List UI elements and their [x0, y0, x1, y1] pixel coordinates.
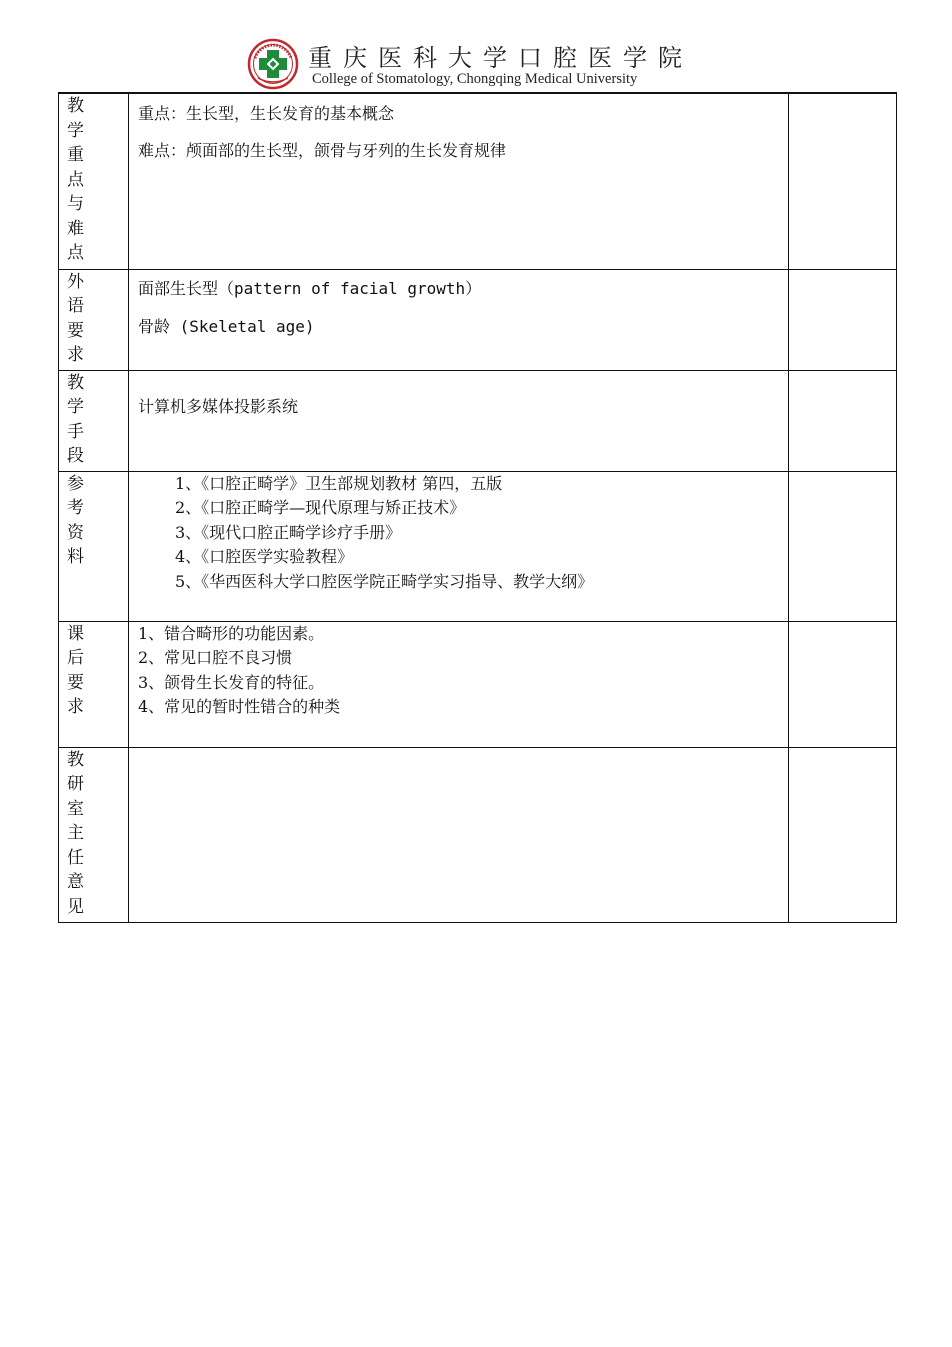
row-label-cell [59, 93, 129, 269]
reference-item: 2、《口腔正畸学—现代原理与矫正技术》 [175, 498, 466, 517]
term-line: 骨龄 (Skeletal age) [138, 316, 315, 336]
row-label: 参 考 资 料 [67, 473, 84, 567]
row-notes-cell [789, 471, 897, 621]
row-label-cell [59, 621, 129, 747]
row-label: 外 语 要 求 [67, 271, 84, 365]
reference-item: 1、《口腔正畸学》卫生部规划教材 第四，五版 [175, 473, 503, 493]
row-label: 教 学 手 段 [67, 372, 84, 466]
key-point-line: 重点：生长型，生长发育的基本概念 [138, 104, 395, 123]
difficult-point-line: 难点：颅面部的生长型，颌骨与牙列的生长发育规律 [138, 141, 507, 160]
institution-name-cn: 重庆医科大学口腔医学院 [308, 44, 693, 72]
table-row-key-points [59, 93, 897, 269]
row-label-cell [59, 370, 129, 471]
method-line: 计算机多媒体投影系统 [138, 396, 299, 416]
row-label: 教 研 室 主 任 意 见 [67, 749, 84, 917]
row-notes-cell [789, 269, 897, 370]
homework-item: 2、常见口腔不良习惯 [138, 648, 293, 667]
reference-item: 4、《口腔医学实验教程》 [175, 547, 354, 566]
table-row-director-opinion [59, 747, 897, 922]
row-content-cell [129, 621, 789, 747]
row-notes-cell [789, 370, 897, 471]
row-content-cell [129, 93, 789, 269]
table-row-foreign-language [59, 269, 897, 370]
row-content-cell [129, 269, 789, 370]
row-notes-cell [789, 93, 897, 269]
reference-item: 3、《现代口腔正畸学诊疗手册》 [175, 522, 402, 542]
table-row-references [59, 471, 897, 621]
document-header [246, 36, 706, 92]
lesson-plan-table [58, 92, 897, 923]
row-content-cell [129, 370, 789, 471]
homework-item: 4、常见的暂时性错合的种类 [138, 697, 341, 716]
row-content-cell [129, 471, 789, 621]
homework-item: 1、错合畸形的功能因素。 [138, 623, 325, 643]
row-label-cell [59, 269, 129, 370]
row-notes-cell [789, 621, 897, 747]
row-label: 课 后 要 求 [67, 623, 84, 717]
table-row-homework [59, 621, 897, 747]
row-label-cell [59, 471, 129, 621]
reference-item: 5、《华西医科大学口腔医学院正畸学实习指导、教学大纲》 [175, 571, 594, 591]
university-logo-icon [246, 38, 300, 90]
row-label: 教 学 重 点 与 难 点 [67, 96, 84, 263]
institution-name-en: College of Stomatology, Chongqing Medical University [312, 71, 638, 87]
table-row-teaching-method [59, 370, 897, 471]
homework-item: 3、颌骨生长发育的特征。 [138, 672, 325, 692]
row-label-cell [59, 747, 129, 922]
row-notes-cell [789, 747, 897, 922]
row-content-cell [129, 747, 789, 922]
term-line: 面部生长型（pattern of facial growth） [138, 278, 482, 298]
